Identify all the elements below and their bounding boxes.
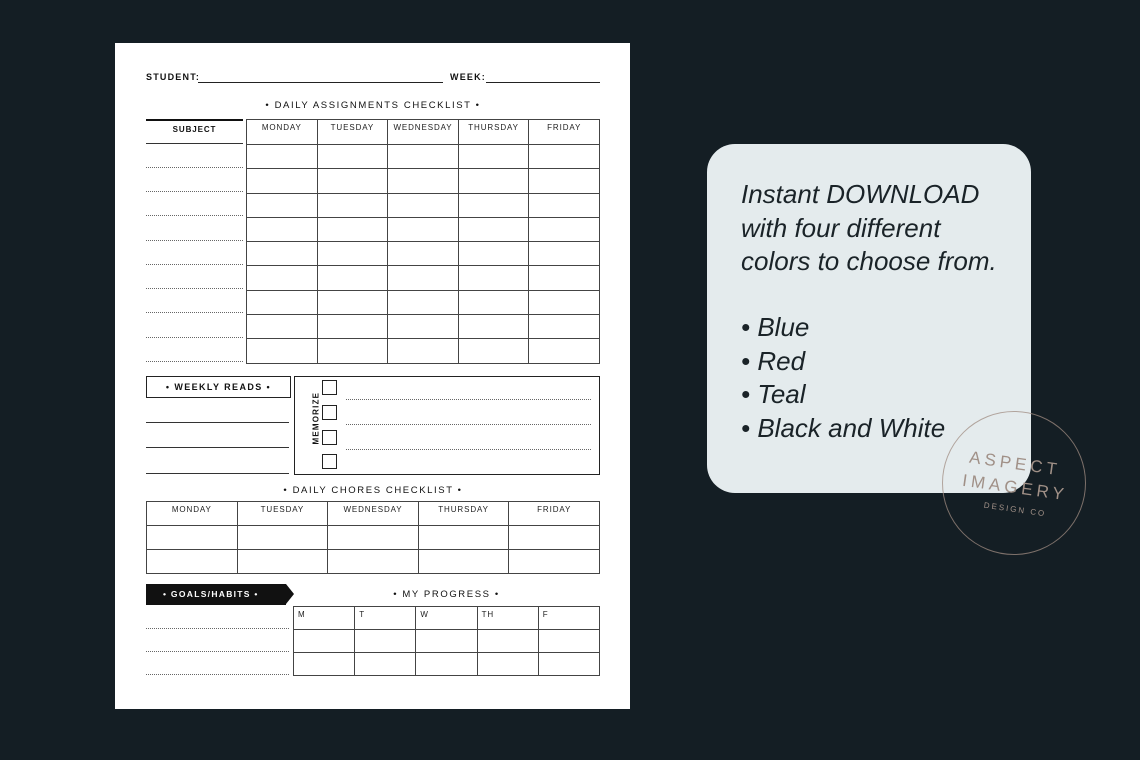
cell[interactable] <box>247 193 318 217</box>
progress-day-header: TH <box>477 607 538 630</box>
cell[interactable] <box>538 630 599 653</box>
student-field[interactable] <box>198 82 443 83</box>
cell[interactable] <box>317 266 388 290</box>
cell[interactable] <box>317 217 388 241</box>
table-row <box>247 339 600 363</box>
table-row <box>247 217 600 241</box>
cell[interactable] <box>416 630 477 653</box>
table-row <box>247 169 600 193</box>
cell[interactable] <box>458 242 529 266</box>
progress-day-header: W <box>416 607 477 630</box>
cell[interactable] <box>458 217 529 241</box>
memorize-label: MEMORIZE <box>311 391 321 445</box>
cell[interactable] <box>529 169 600 193</box>
assign-day-header: FRIDAY <box>529 120 600 145</box>
cell[interactable] <box>529 242 600 266</box>
cell[interactable] <box>458 266 529 290</box>
cell[interactable] <box>388 266 459 290</box>
cell[interactable] <box>388 217 459 241</box>
goals-habits-label: • GOALS/HABITS • <box>146 584 286 605</box>
cell[interactable] <box>416 653 477 676</box>
progress-day-header: F <box>538 607 599 630</box>
cell[interactable] <box>458 290 529 314</box>
memorize-box <box>294 376 600 475</box>
cell[interactable] <box>317 145 388 169</box>
cell[interactable] <box>458 339 529 363</box>
watermark-line: ASPECT <box>968 447 1062 480</box>
cell[interactable] <box>538 653 599 676</box>
chores-day-header: MONDAY <box>147 502 238 526</box>
list-item: • Blue <box>741 312 810 342</box>
cell[interactable] <box>317 315 388 339</box>
goals-line[interactable] <box>146 651 289 652</box>
assign-day-header: MONDAY <box>247 120 318 145</box>
progress-table <box>293 606 600 676</box>
list-item: • Black and White <box>741 412 946 443</box>
memorize-line[interactable] <box>346 399 591 400</box>
student-label: STUDENT: <box>146 72 201 82</box>
cell[interactable] <box>317 169 388 193</box>
cell[interactable] <box>355 653 416 676</box>
color-list <box>741 311 945 445</box>
cell[interactable] <box>247 266 318 290</box>
cell[interactable] <box>458 169 529 193</box>
assignments-title: • DAILY ASSIGNMENTS CHECKLIST • <box>265 100 481 111</box>
cell[interactable] <box>477 630 538 653</box>
cell[interactable] <box>388 169 459 193</box>
cell[interactable] <box>529 266 600 290</box>
weekly-reads-label: • WEEKLY READS • <box>146 376 291 398</box>
table-row <box>147 550 600 574</box>
subject-header: SUBJECT <box>146 119 243 144</box>
chores-title: • DAILY CHORES CHECKLIST • <box>283 485 463 496</box>
memorize-line[interactable] <box>346 424 591 425</box>
reads-line[interactable] <box>146 422 289 423</box>
cell[interactable] <box>388 193 459 217</box>
memorize-checkbox[interactable] <box>322 454 337 469</box>
table-row <box>147 526 600 550</box>
cell[interactable] <box>529 290 600 314</box>
cell[interactable] <box>529 145 600 169</box>
assign-day-header: TUESDAY <box>317 120 388 145</box>
cell[interactable] <box>147 550 238 574</box>
cell[interactable] <box>529 315 600 339</box>
cell[interactable] <box>247 315 318 339</box>
chores-table <box>146 501 600 574</box>
assignments-table <box>246 119 600 364</box>
progress-day-header: M <box>294 607 355 630</box>
cell[interactable] <box>388 145 459 169</box>
cell[interactable] <box>477 653 538 676</box>
watermark-stamp <box>942 411 1086 555</box>
progress-title: • MY PROGRESS • <box>393 589 500 600</box>
cell[interactable] <box>294 630 355 653</box>
chores-day-header: FRIDAY <box>509 502 600 526</box>
memorize-checkbox[interactable] <box>322 405 337 420</box>
cell[interactable] <box>458 145 529 169</box>
table-row <box>294 653 600 676</box>
cell[interactable] <box>247 339 318 363</box>
cell[interactable] <box>237 526 328 550</box>
cell[interactable] <box>247 145 318 169</box>
week-field[interactable] <box>486 82 600 83</box>
watermark-line: IMAGERY <box>961 470 1069 505</box>
cell[interactable] <box>317 290 388 314</box>
cell[interactable] <box>418 550 509 574</box>
reads-line[interactable] <box>146 473 289 474</box>
memorize-line[interactable] <box>346 449 591 450</box>
table-row <box>247 145 600 169</box>
table-row <box>247 290 600 314</box>
cell[interactable] <box>317 242 388 266</box>
progress-day-header: T <box>355 607 416 630</box>
cell[interactable] <box>247 242 318 266</box>
cell[interactable] <box>355 630 416 653</box>
assign-day-header: THURSDAY <box>458 120 529 145</box>
cell[interactable] <box>458 315 529 339</box>
cell[interactable] <box>328 526 419 550</box>
planner-page <box>115 43 630 709</box>
memorize-checkbox[interactable] <box>322 430 337 445</box>
cell[interactable] <box>509 550 600 574</box>
chores-day-header: TUESDAY <box>237 502 328 526</box>
list-item: • Teal <box>741 379 806 409</box>
cell[interactable] <box>328 550 419 574</box>
list-item: • Red <box>741 345 806 376</box>
cell[interactable] <box>418 526 509 550</box>
cell[interactable] <box>147 526 238 550</box>
assign-day-header: WEDNESDAY <box>388 120 459 145</box>
cell[interactable] <box>388 315 459 339</box>
cell[interactable] <box>529 217 600 241</box>
cell[interactable] <box>388 290 459 314</box>
cell[interactable] <box>247 290 318 314</box>
table-row <box>247 266 600 290</box>
chores-day-header: WEDNESDAY <box>328 502 419 526</box>
cell[interactable] <box>509 526 600 550</box>
table-row <box>247 242 600 266</box>
chores-day-header: THURSDAY <box>418 502 509 526</box>
cell[interactable] <box>317 193 388 217</box>
cell[interactable] <box>388 339 459 363</box>
goals-line[interactable] <box>146 628 289 629</box>
table-row <box>294 630 600 653</box>
promo-line: Instant DOWNLOAD <box>741 179 980 209</box>
watermark-line: DESIGN CO <box>983 500 1047 519</box>
table-row <box>247 315 600 339</box>
cell[interactable] <box>247 217 318 241</box>
table-row <box>247 193 600 217</box>
cell[interactable] <box>529 193 600 217</box>
cell[interactable] <box>317 339 388 363</box>
reads-line[interactable] <box>146 447 289 448</box>
cell[interactable] <box>529 339 600 363</box>
cell[interactable] <box>458 193 529 217</box>
goals-line[interactable] <box>146 674 289 675</box>
promo-text <box>741 178 997 279</box>
memorize-checkbox[interactable] <box>322 380 337 395</box>
week-label: WEEK: <box>450 72 486 82</box>
cell[interactable] <box>388 242 459 266</box>
cell[interactable] <box>294 653 355 676</box>
cell[interactable] <box>247 169 318 193</box>
promo-line: with four different <box>741 212 941 243</box>
promo-line: colors to choose from. <box>741 246 997 276</box>
cell[interactable] <box>237 550 328 574</box>
